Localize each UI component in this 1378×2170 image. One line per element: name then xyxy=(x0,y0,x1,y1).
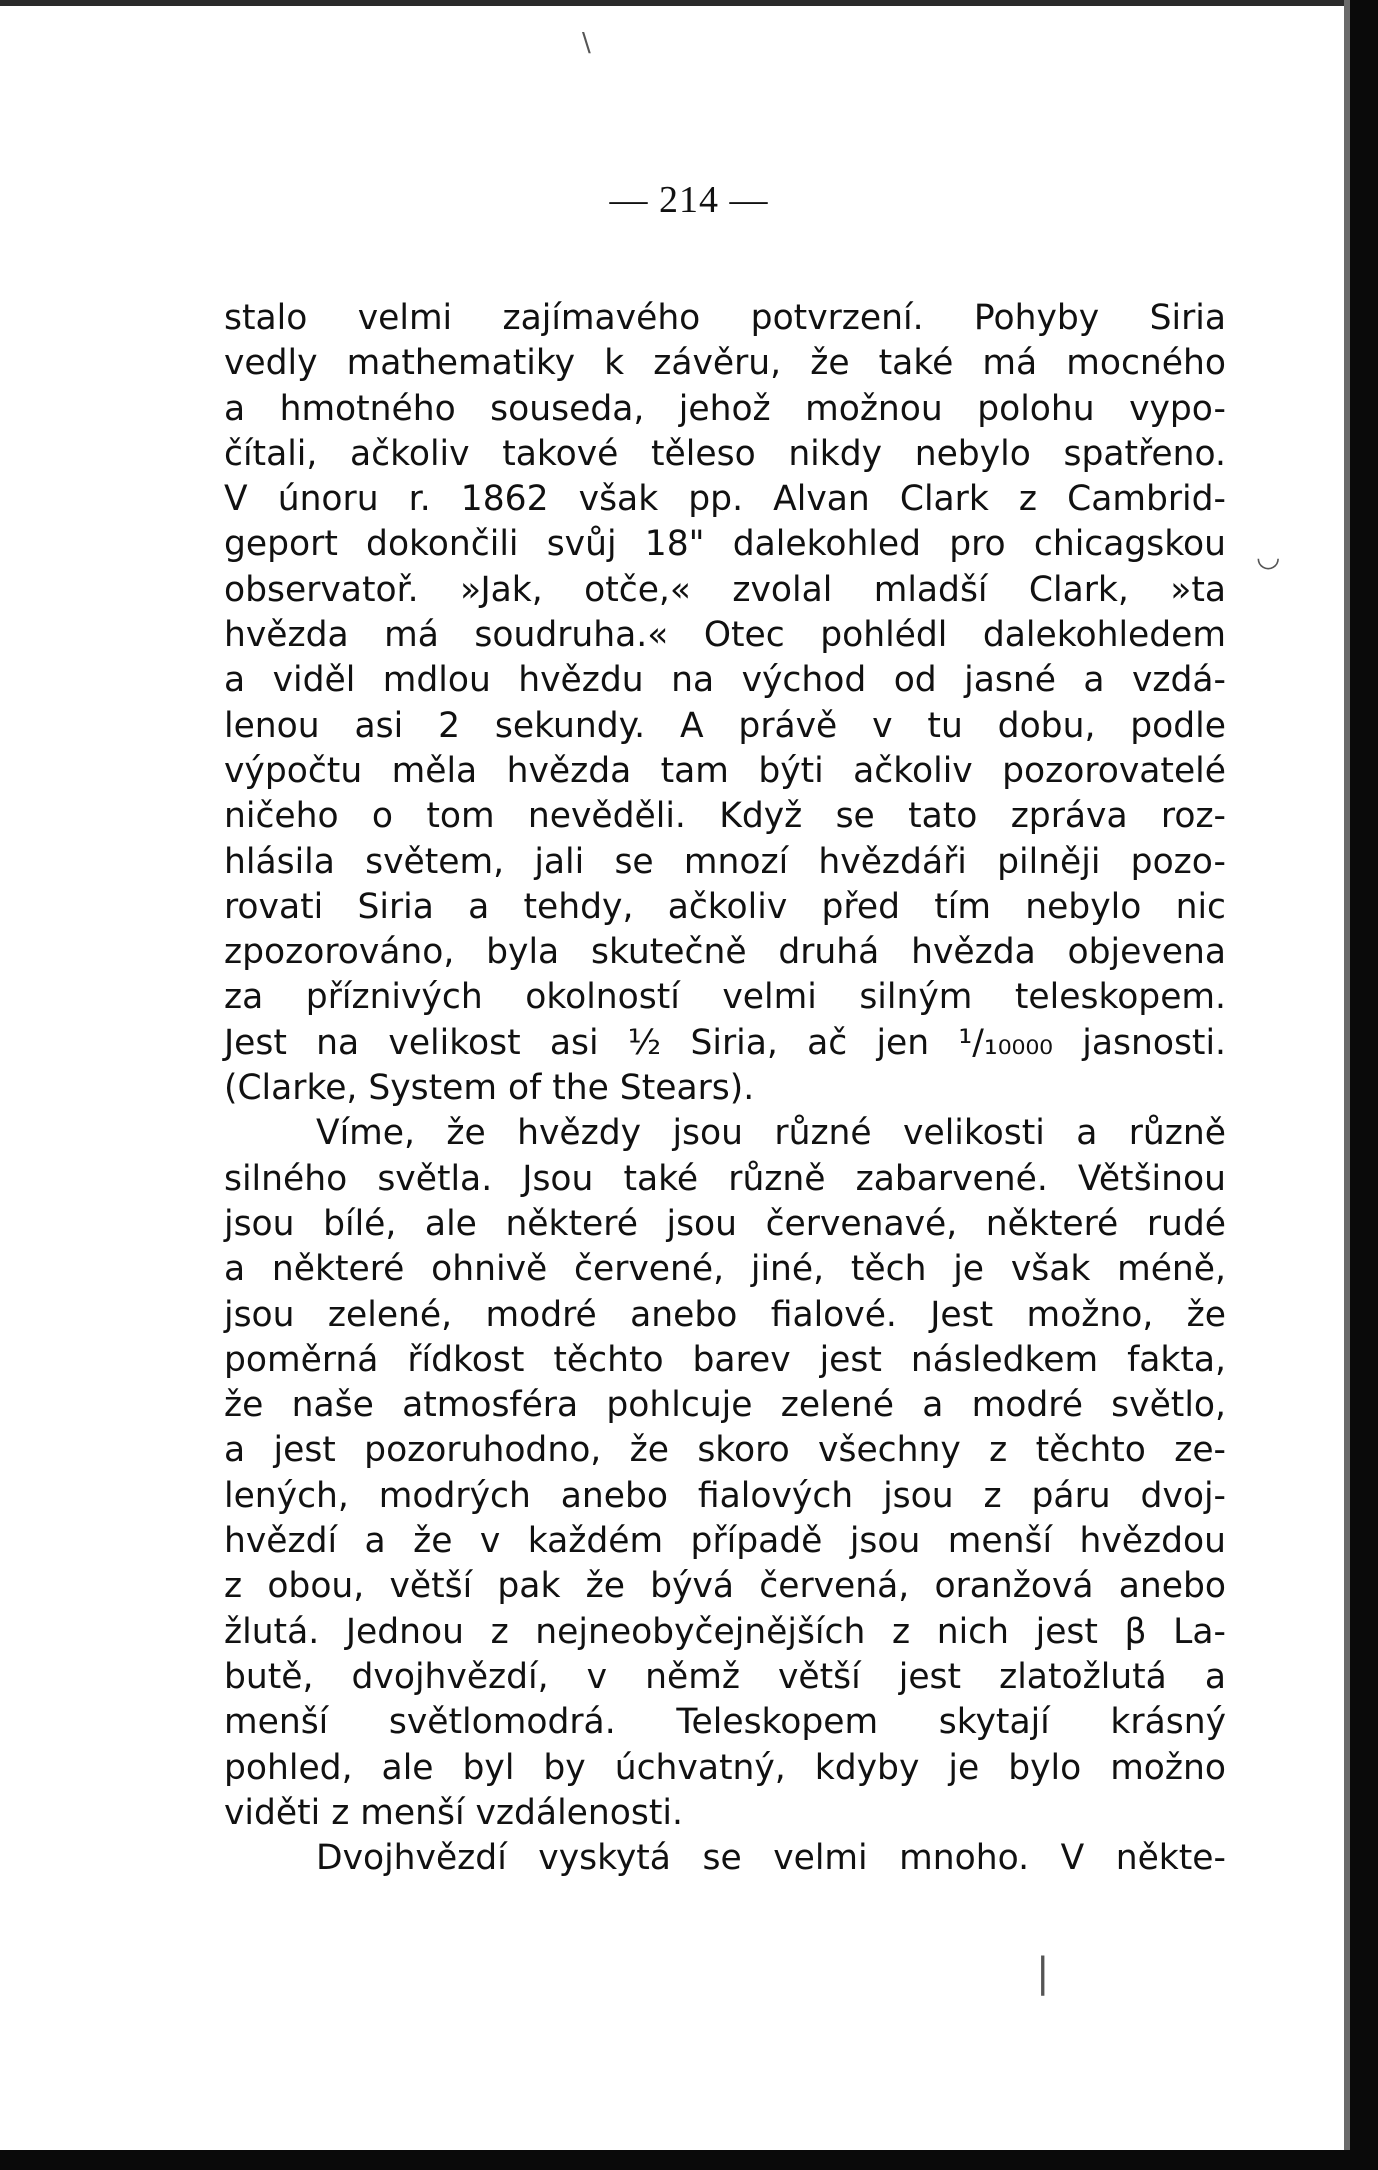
text-line: za příznivých okolností velmi silným teleskopem. xyxy=(224,977,1226,1018)
text-line: menší světlomodrá. Teleskopem skytají krásný xyxy=(224,1702,1226,1743)
paragraph-2 xyxy=(224,1111,1226,1836)
scan-bottom-edge xyxy=(0,2150,1378,2170)
paragraph-3 xyxy=(224,1836,1226,1881)
text-line: pohled, ale byl by úchvatný, kdyby je bylo možno xyxy=(224,1747,1226,1788)
text-line: rovati Siria a tehdy, ačkoliv před tím nebylo nic xyxy=(224,886,1226,927)
text-line: a některé ohnivě červené, jiné, těch je však méně, xyxy=(224,1249,1226,1290)
scan-speck: | xyxy=(1036,1950,1050,1996)
text-line: žlutá. Jednou z nejneobyčejnějších z nich jest β La- xyxy=(224,1611,1226,1652)
page-number: — 214 — xyxy=(609,179,769,221)
text-line: silného světla. Jsou také různě zabarvené. Většinou xyxy=(224,1158,1226,1199)
text-line: Víme, že hvězdy jsou různé velikosti a různě xyxy=(316,1113,1226,1154)
text-line: a hmotného souseda, jehož možnou polohu vypo- xyxy=(224,388,1226,429)
text-line: hvězda má soudruha.« Otec pohlédl dalekohledem xyxy=(224,615,1226,656)
scan-top-edge xyxy=(0,0,1378,6)
text-line: výpočtu měla hvězda tam býti ačkoliv pozorovatelé xyxy=(224,750,1226,791)
text-line: jsou zelené, modré anebo fialové. Jest možno, že xyxy=(224,1294,1226,1335)
text-line: zpozorováno, byla skutečně druhá hvězda objevena xyxy=(224,932,1226,973)
text-line: lených, modrých anebo fialových jsou z páru dvoj- xyxy=(224,1475,1226,1516)
text-line: hlásila světem, jali se mnozí hvězdáři pilněji pozo- xyxy=(224,841,1226,882)
scan-speck: \ xyxy=(582,28,591,58)
scan-right-edge xyxy=(1350,0,1378,2170)
text-line: V únoru r. 1862 však pp. Alvan Clark z Cambrid- xyxy=(224,479,1226,520)
text-line: Jest na velikost asi ½ Siria, ač jen ¹/₁₀₀₀₀ jasnosti. xyxy=(224,1022,1226,1063)
paragraph-1 xyxy=(224,296,1226,1111)
text-line: Dvojhvězdí vyskytá se velmi mnoho. V někte- xyxy=(316,1838,1226,1879)
text-line: lenou asi 2 sekundy. A právě v tu dobu, podle xyxy=(224,705,1226,746)
text-line: poměrná řídkost těchto barev jest následkem fakta, xyxy=(224,1339,1226,1380)
text-line: hvězdí a že v každém případě jsou menší hvězdou xyxy=(224,1521,1226,1562)
scan-speck: ◡ xyxy=(1256,540,1281,573)
text-line: (Clarke, System of the Stears). xyxy=(224,1068,755,1109)
text-line: z obou, větší pak že bývá červená, oranžová anebo xyxy=(224,1566,1226,1607)
text-line: observatoř. »Jak, otče,« zvolal mladší Clark, »ta xyxy=(224,569,1226,610)
text-line: geport dokončili svůj 18" dalekohled pro chicagskou xyxy=(224,524,1226,565)
text-line: že naše atmosféra pohlcuje zelené a modré světlo, xyxy=(224,1385,1226,1426)
body-text xyxy=(224,296,1226,1881)
text-line: viděti z menší vzdálenosti. xyxy=(224,1792,683,1833)
text-line: ničeho o tom nevěděli. Když se tato zpráva roz- xyxy=(224,796,1226,837)
text-line: vedly mathematiky k závěru, že také má mocného xyxy=(224,343,1226,384)
text-line: butě, dvojhvězdí, v němž větší jest zlatožlutá a xyxy=(224,1656,1226,1697)
text-line: a jest pozoruhodno, že skoro všechny z těchto ze- xyxy=(224,1430,1226,1471)
text-line: stalo velmi zajímavého potvrzení. Pohyby Siria xyxy=(224,298,1226,338)
text-line: a viděl mdlou hvězdu na východ od jasné a vzdá- xyxy=(224,660,1226,701)
text-line: jsou bílé, ale některé jsou červenavé, některé rudé xyxy=(224,1203,1226,1244)
text-line: čítali, ačkoliv takové těleso nikdy nebylo spatřeno. xyxy=(224,433,1226,474)
